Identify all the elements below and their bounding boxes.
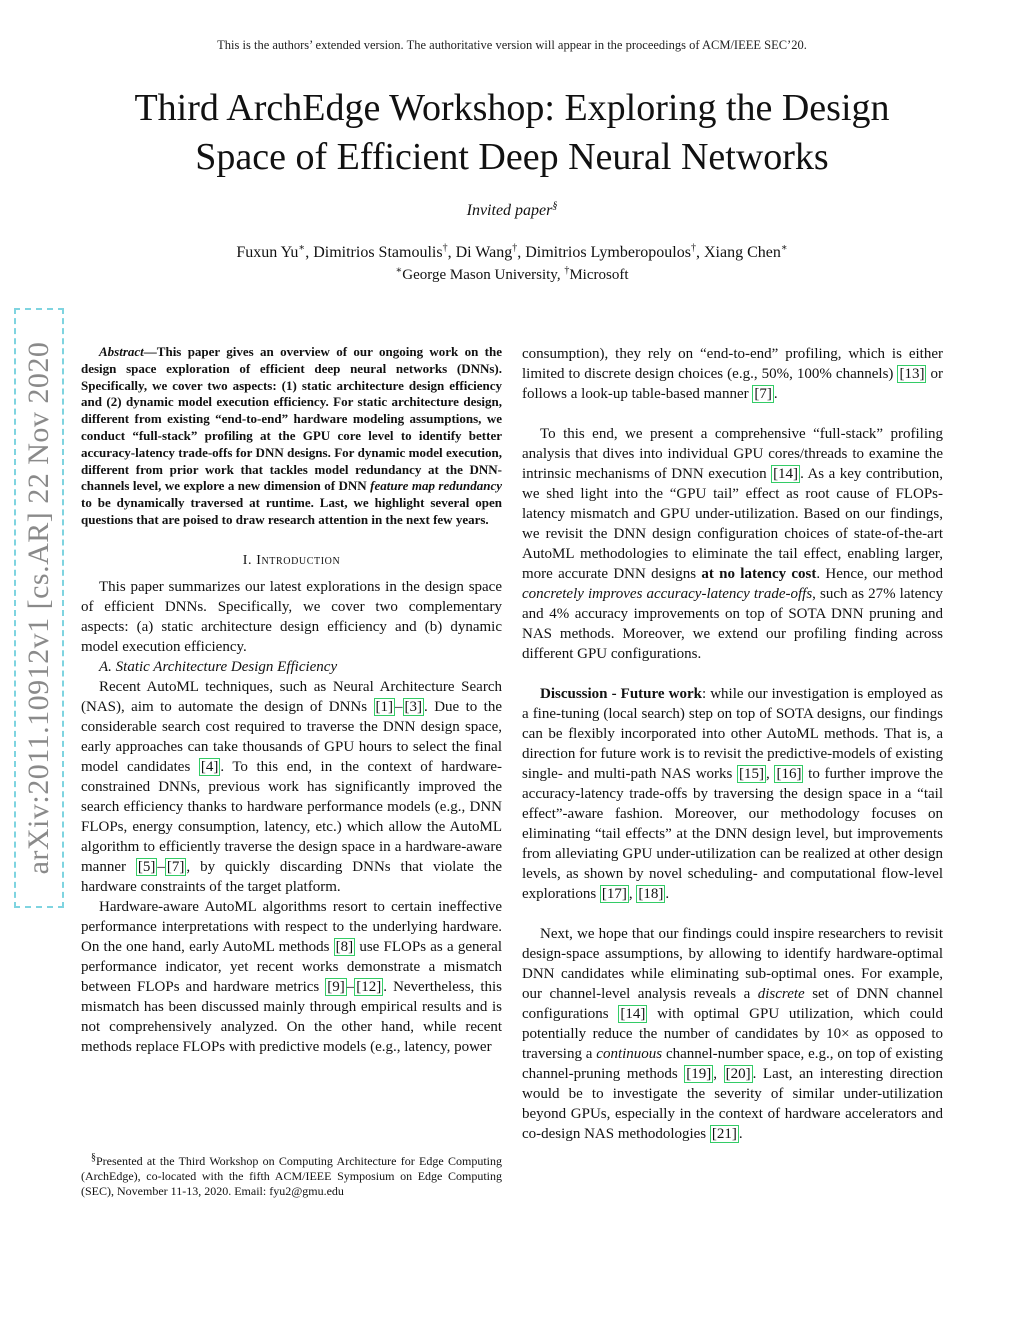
right-column [522, 344, 943, 1144]
affiliation: George Mason University [402, 267, 557, 283]
footnote: §Presented at the Third Workshop on Computing Architecture for Edge Computing (ArchEdge), co-located with the fifth ACM/IEEE Symposium on Edge Computing (SEC), November 11-13, 2020. Email: fyu2@gmu.edu [81, 1152, 502, 1198]
citation-link[interactable]: [7] [754, 386, 772, 402]
section-mark: § [552, 200, 558, 212]
footnote-mark: § [91, 1152, 96, 1163]
abstract: Abstract—This paper gives an overview of our ongoing work on the design space exploration of efficient deep neural networks (DNNs). Specifically, we cover two aspects: (1) static architecture design efficiency and (2) dynamic model execution efficiency. For static architecture design, different from existing “end-to-end” hardware modeling assumptions, we conduct “full-stack” profiling at the GPU core level to identify better accuracy-latency trade-offs for DNN designs. For dynamic model execution, different from prior work that tackles model redundancy at the DNN-channels level, we explore a new dimension of DNN feature map redundancy to be dynamically traversed at runtime. Last, we highlight several open questions that are poised to draw research attention in the next few years. [81, 344, 502, 527]
citation-link[interactable]: [20] [725, 1066, 751, 1082]
citation-link[interactable]: [3] [404, 698, 423, 715]
subsection-heading-a: A. Static Architecture Design Efficiency [99, 658, 338, 675]
citation-link[interactable]: [16] [776, 766, 802, 782]
citation-link[interactable]: [17] [601, 886, 627, 902]
author-name: Dimitrios Stamoulis [313, 244, 443, 261]
author-name: Xiang Chen [703, 244, 781, 261]
author-name: Fuxun Yu [236, 244, 299, 261]
citation-link[interactable]: [9] [327, 978, 345, 995]
paper-title [0, 84, 1024, 182]
arxiv-stamp[interactable] [14, 308, 64, 908]
citation-link[interactable]: [13] [899, 366, 925, 382]
automl-paragraph: Recent AutoML techniques, such as Neural Architecture Search (NAS), aim to automate the design of DNNs [1] – [3] . Due to the considerable search cost required to traverse the DNN design space, early approaches can take thousands of GPU hours to select the final model candidates [4] . To this end, in the context of hardware-constrained DNNs, previous work has significantly improved the search efficiency thanks to hardware performance models (e.g., DNN FLOPs, energy consumption, latency, etc.) which allow the AutoML algorithm to efficiently traverse the design space in a hardware-aware manner [5] – [7] , by quickly discarding DNNs that violate the hardware constraints of the target platform. [81, 678, 503, 895]
title-line-2: Space of Efficient Deep Neural Networks [195, 136, 829, 178]
citation-link[interactable]: [15] [739, 766, 765, 782]
affiliation: Microsoft [569, 267, 629, 283]
intro-paragraph: This paper summarizes our latest explorations in the design space of efficient DNNs. Specifically, we cover two complementary aspects: (a) static architecture design efficiency and (b) dynamic model execution efficiency. [81, 578, 502, 655]
version-banner: This is the authors’ extended version. The authoritative version will appear in the proceedings of ACM/IEEE SEC’20. [217, 38, 807, 52]
citation-link[interactable]: [21] [711, 1126, 737, 1142]
profiling-paragraph: consumption), they rely on “end-to-end” profiling, which is either limited to discrete design choices (e.g., 50%, 100% channels) [13] or follows a look-up table-based manner [7] . [522, 346, 944, 402]
citation-link[interactable]: [1] [375, 698, 394, 715]
author-name: Dimitrios Lymberopoulos [525, 244, 691, 261]
arxiv-id: arXiv:2011.10912v1 [cs.AR] 22 Nov 2020 [22, 341, 55, 875]
next-steps-paragraph: Next, we hope that our findings could inspire researchers to revisit design-space assumptions, by allowing to identify hardware-optimal DNN candidates while eliminating sub-optimal ones. For example, our channel-level analysis reveals a discrete set of DNN channel configurations [14] with optimal GPU utilization, which could potentially reduce the number of candidates by 10× as opposed to traversing a continuous channel-number space, e.g., on top of existing channel-pruning methods [19] , [20] . Last, an interesting direction would be to investigate the severity of similar under-utilization beyond GPUs, especially in the context of hardware accelerators and co-design NAS methodologies [21] . [522, 926, 943, 1142]
section-heading-introduction: I. Introduction [242, 552, 341, 568]
citation-link[interactable]: [4] [200, 758, 219, 775]
left-column [81, 344, 502, 1057]
title-line-1: Third ArchEdge Workshop: Exploring the Design [134, 87, 890, 129]
author-list: Fuxun Yu∗, Dimitrios Stamoulis†, Di Wang†, Dimitrios Lymberopoulos†, Xiang Chen∗ [236, 242, 788, 261]
abstract-label: Abstract [99, 344, 144, 359]
full-stack-paragraph: To this end, we present a comprehensive “full-stack” profiling analysis that dives into individual GPU cores/threads to examine the intrinsic mechanisms of DNN execution [14] . As a key contribution, we shed light into the “GPU tail” effect as root cause of FLOPs-latency mismatch and GPU under-utilization. Based on our findings, we revisit the DNN design configuration choices of state-of-the-art AutoML methodologies to eliminate the tail effect, enabling larger, more accurate DNN designs at no latency cost. Hence, our method concretely improves accuracy-latency trade-offs, such as 27% latency and 4% accuracy improvements on top of SOTA DNN pruning and NAS methods. Moreover, we extend our profiling finding across different GPU configurations. [522, 426, 943, 662]
discussion-label: Discussion - Future work [540, 686, 702, 702]
author-name: Di Wang [455, 244, 513, 261]
citation-link[interactable]: [18] [638, 886, 664, 902]
citation-link[interactable]: [19] [686, 1066, 712, 1082]
discussion-paragraph: Discussion - Future work: while our investigation is employed as a fine-tuning (local search) step on top of SOTA designs, our findings can be flexibly incorporated into other AutoML methods. That is, a direction for future work is to revisit the predictive-models of existing single- and multi-path NAS works [15] , [16] to further improve the accuracy-latency trade-offs by traversing the design space in a “tail effect”-aware fashion. Moreover, our methodology focuses on eliminating “tail effects” at the DNN design level, but improvements from alleviating GPU under-utilization can be realized at other design levels, as shown by novel scheduling- and computational flow-level explorations [17] , [18] . [522, 686, 943, 902]
citation-link[interactable]: [5] [137, 858, 156, 875]
citation-link[interactable]: [8] [335, 938, 354, 955]
citation-link[interactable]: [7] [166, 858, 185, 875]
invited-paper-note: Invited paper§ [466, 200, 558, 219]
citation-link[interactable]: [14] [620, 1006, 646, 1022]
hardware-aware-paragraph: Hardware-aware AutoML algorithms resort to certain ineffective performance interpretations with respect to the underlying hardware. On the one hand, early AutoML methods [8] use FLOPs as a general performance indicator, yet recent works demonstrate a mismatch between FLOPs and hardware metrics [9] – [12] . Nevertheless, this mismatch has been discussed mainly through empirical results and is not comprehensively analyzed. On the other hand, while recent methods replace FLOPs with predictive models (e.g., latency, power [81, 898, 502, 1055]
citation-link[interactable]: [12] [356, 978, 382, 995]
citation-link[interactable]: [14] [773, 466, 799, 482]
affiliation-list: ∗George Mason University, †Microsoft [395, 265, 629, 283]
